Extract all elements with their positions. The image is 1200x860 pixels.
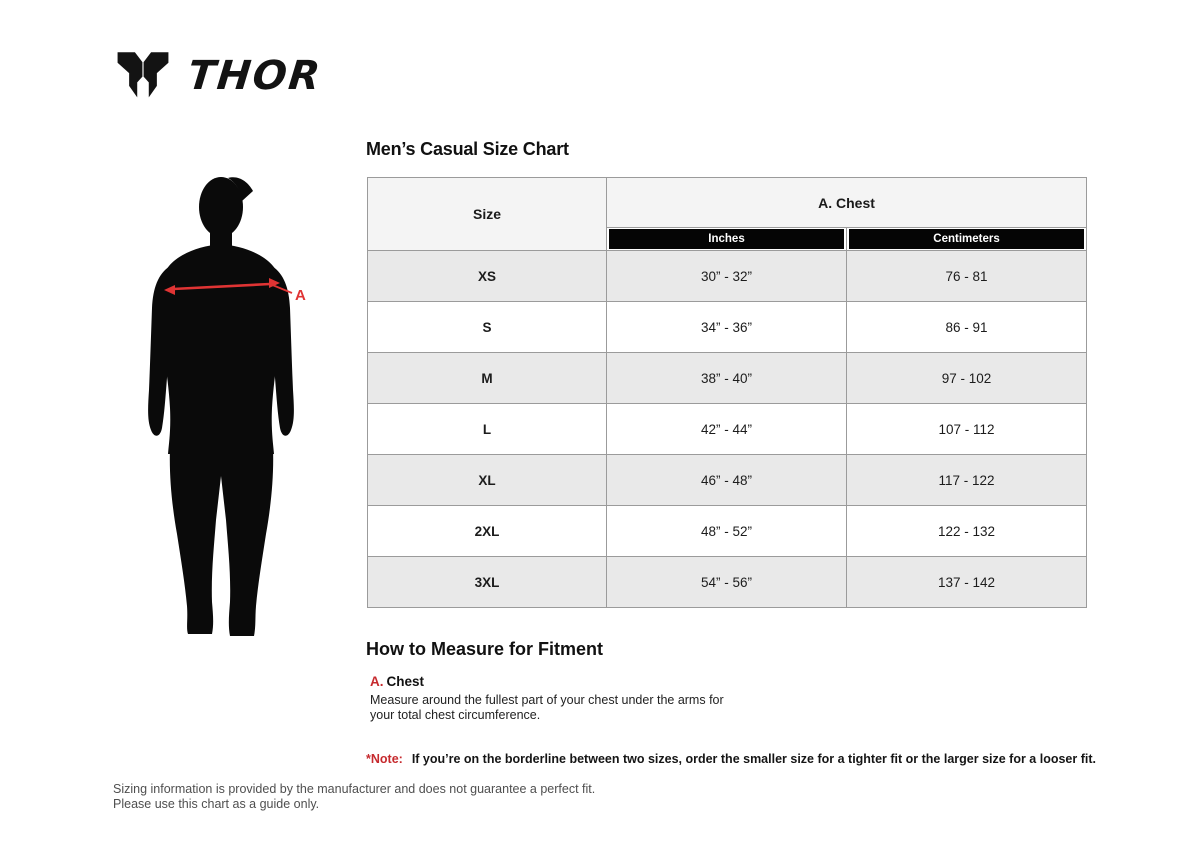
unit-header-centimeters: Centimeters xyxy=(849,229,1084,249)
size-chart-table xyxy=(367,177,1087,608)
size-chart-title: Men’s Casual Size Chart xyxy=(366,139,569,159)
footer-line-2: Please use this chart as a guide only. xyxy=(113,797,320,811)
sizing-note xyxy=(366,752,1096,766)
centimeters-cell: 117 - 122 xyxy=(847,455,1087,506)
footer-disclaimer xyxy=(113,782,595,812)
male-silhouette xyxy=(148,177,294,636)
unit-header-centimeters-cell xyxy=(847,228,1087,251)
size-cell: S xyxy=(368,302,607,353)
table-row xyxy=(368,455,1087,506)
unit-header-inches-cell xyxy=(607,228,847,251)
size-cell: XS xyxy=(368,251,607,302)
measurement-heading xyxy=(370,674,740,689)
column-header-chest: A. Chest xyxy=(607,178,1087,228)
unit-header-inches: Inches xyxy=(609,229,844,249)
inches-cell: 34” - 36” xyxy=(607,302,847,353)
male-silhouette-figure xyxy=(146,170,316,647)
measurement-item-chest xyxy=(370,674,740,723)
table-row xyxy=(368,506,1087,557)
measurement-description: Measure around the fullest part of your chest under the arms for your total chest circumference. xyxy=(370,693,724,722)
chest-marker-label: A xyxy=(295,287,306,304)
size-cell: XL xyxy=(368,455,607,506)
how-to-measure-title: How to Measure for Fitment xyxy=(366,639,604,659)
centimeters-cell: 86 - 91 xyxy=(847,302,1087,353)
inches-cell: 42” - 44” xyxy=(607,404,847,455)
table-row xyxy=(368,302,1087,353)
size-cell: L xyxy=(368,404,607,455)
table-row xyxy=(368,251,1087,302)
inches-cell: 30” - 32” xyxy=(607,251,847,302)
thor-warhawk-icon xyxy=(112,50,174,102)
size-cell: M xyxy=(368,353,607,404)
note-label: *Note: xyxy=(366,752,403,766)
table-row xyxy=(368,353,1087,404)
table-row xyxy=(368,404,1087,455)
measurement-key: A. xyxy=(370,674,384,689)
table-row xyxy=(368,557,1087,608)
inches-cell: 48” - 52” xyxy=(607,506,847,557)
inches-cell: 54” - 56” xyxy=(607,557,847,608)
size-cell: 2XL xyxy=(368,506,607,557)
note-text: If you’re on the borderline between two sizes, order the smaller size for a tighter fit or the larger size for a looser fit. xyxy=(411,752,1096,766)
centimeters-cell: 137 - 142 xyxy=(847,557,1087,608)
centimeters-cell: 97 - 102 xyxy=(847,353,1087,404)
brand-wordmark: THOR xyxy=(185,53,324,99)
column-header-size: Size xyxy=(368,178,607,251)
brand-logo xyxy=(112,50,322,102)
size-cell: 3XL xyxy=(368,557,607,608)
centimeters-cell: 76 - 81 xyxy=(847,251,1087,302)
footer-line-1: Sizing information is provided by the manufacturer and does not guarantee a perfect fit. xyxy=(113,782,596,796)
measurement-name: Chest xyxy=(386,674,425,689)
inches-cell: 46” - 48” xyxy=(607,455,847,506)
centimeters-cell: 107 - 112 xyxy=(847,404,1087,455)
inches-cell: 38” - 40” xyxy=(607,353,847,404)
centimeters-cell: 122 - 132 xyxy=(847,506,1087,557)
